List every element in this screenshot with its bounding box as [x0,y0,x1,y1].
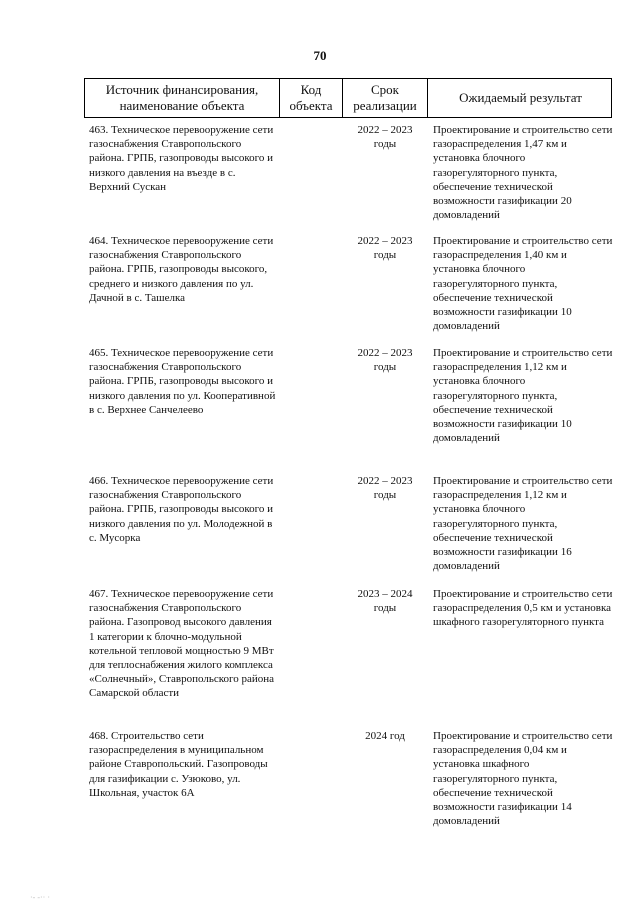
header-period: Срок реализации [342,79,427,117]
table-header [84,78,612,118]
row-period: 2022 – 2023 годы [357,347,413,374]
page-number: 70 [313,48,327,63]
row-name: 463. Техническое перевооружение сети газоснабжения Ставропольского района. ГРПБ, газопроводы высокого и низкого давления на въезде в с. Верхний Сускан [89,124,274,193]
row-period: 2022 – 2023 годы [357,124,413,151]
header-source: Источник финансирования, наименование объекта [105,82,259,113]
row-name: 464. Техническое перевооружение сети газоснабжения Ставропольского района. ГРПБ, газопроводы высокого, среднего и низкого давления по ул. Дачной в с. Ташелка [89,235,274,304]
row-result: Проектирование и строительство сети газораспределения 1,47 км и установка блочного газорегуляторного пункта, обеспечение технической возможности газификации 20 домовладений [433,124,613,222]
row-result: Проектирование и строительство сети газораспределения 0,04 км и установка шкафного газорегуляторного пункта, обеспечение технической возможности газификации 14 домовладений [433,730,613,828]
header-code: Код объекта [279,79,342,117]
scan-mark: ·- -·· · [30,893,50,902]
row-name: 467. Техническое перевооружение сети газоснабжения Ставропольского района. Газопровод высокого давления 1 категории к блочно-модульной котельной тепловой мощностью 9 МВт для теплоснабжения жилого комплекса «Солнечный», Ставропольского района Самарской области [89,588,275,700]
row-period: 2023 – 2024 годы [357,588,413,615]
row-period: 2022 – 2023 годы [357,475,413,502]
row-name: 465. Техническое перевооружение сети газоснабжения Ставропольского района. ГРПБ, газопроводы высокого и низкого давления по ул. Кооперативной в с. Верхнее Санчелеево [89,347,276,416]
row-result: Проектирование и строительство сети газораспределения 1,40 км и установка блочного газорегуляторного пункта, обеспечение технической возможности газификации 10 домовладений [433,235,613,333]
row-result: Проектирование и строительство сети газораспределения 1,12 км и установка блочного газорегуляторного пункта, обеспечение технической возможности газификации 16 домовладений [433,475,613,573]
row-name: 468. Строительство сети газораспределения в муниципальном районе Ставропольский. Газопроводы для газификации с. Узюково, ул. Школьная, участок 6А [89,730,268,799]
row-period: 2024 год [365,730,405,742]
row-result: Проектирование и строительство сети газораспределения 1,12 км и установка блочного газорегуляторного пункта, обеспечение технической возможности газификации 10 домовладений [433,347,613,445]
row-period: 2022 – 2023 годы [357,235,413,262]
row-name: 466. Техническое перевооружение сети газоснабжения Ставропольского района. ГРПБ, газопроводы высокого и низкого давления по ул. Молодежной в с. Мусорка [89,475,274,544]
row-result: Проектирование и строительство сети газораспределения 0,5 км и установка шкафного газорегуляторного пункта [433,588,613,629]
header-result: Ожидаемый результат [427,79,613,117]
